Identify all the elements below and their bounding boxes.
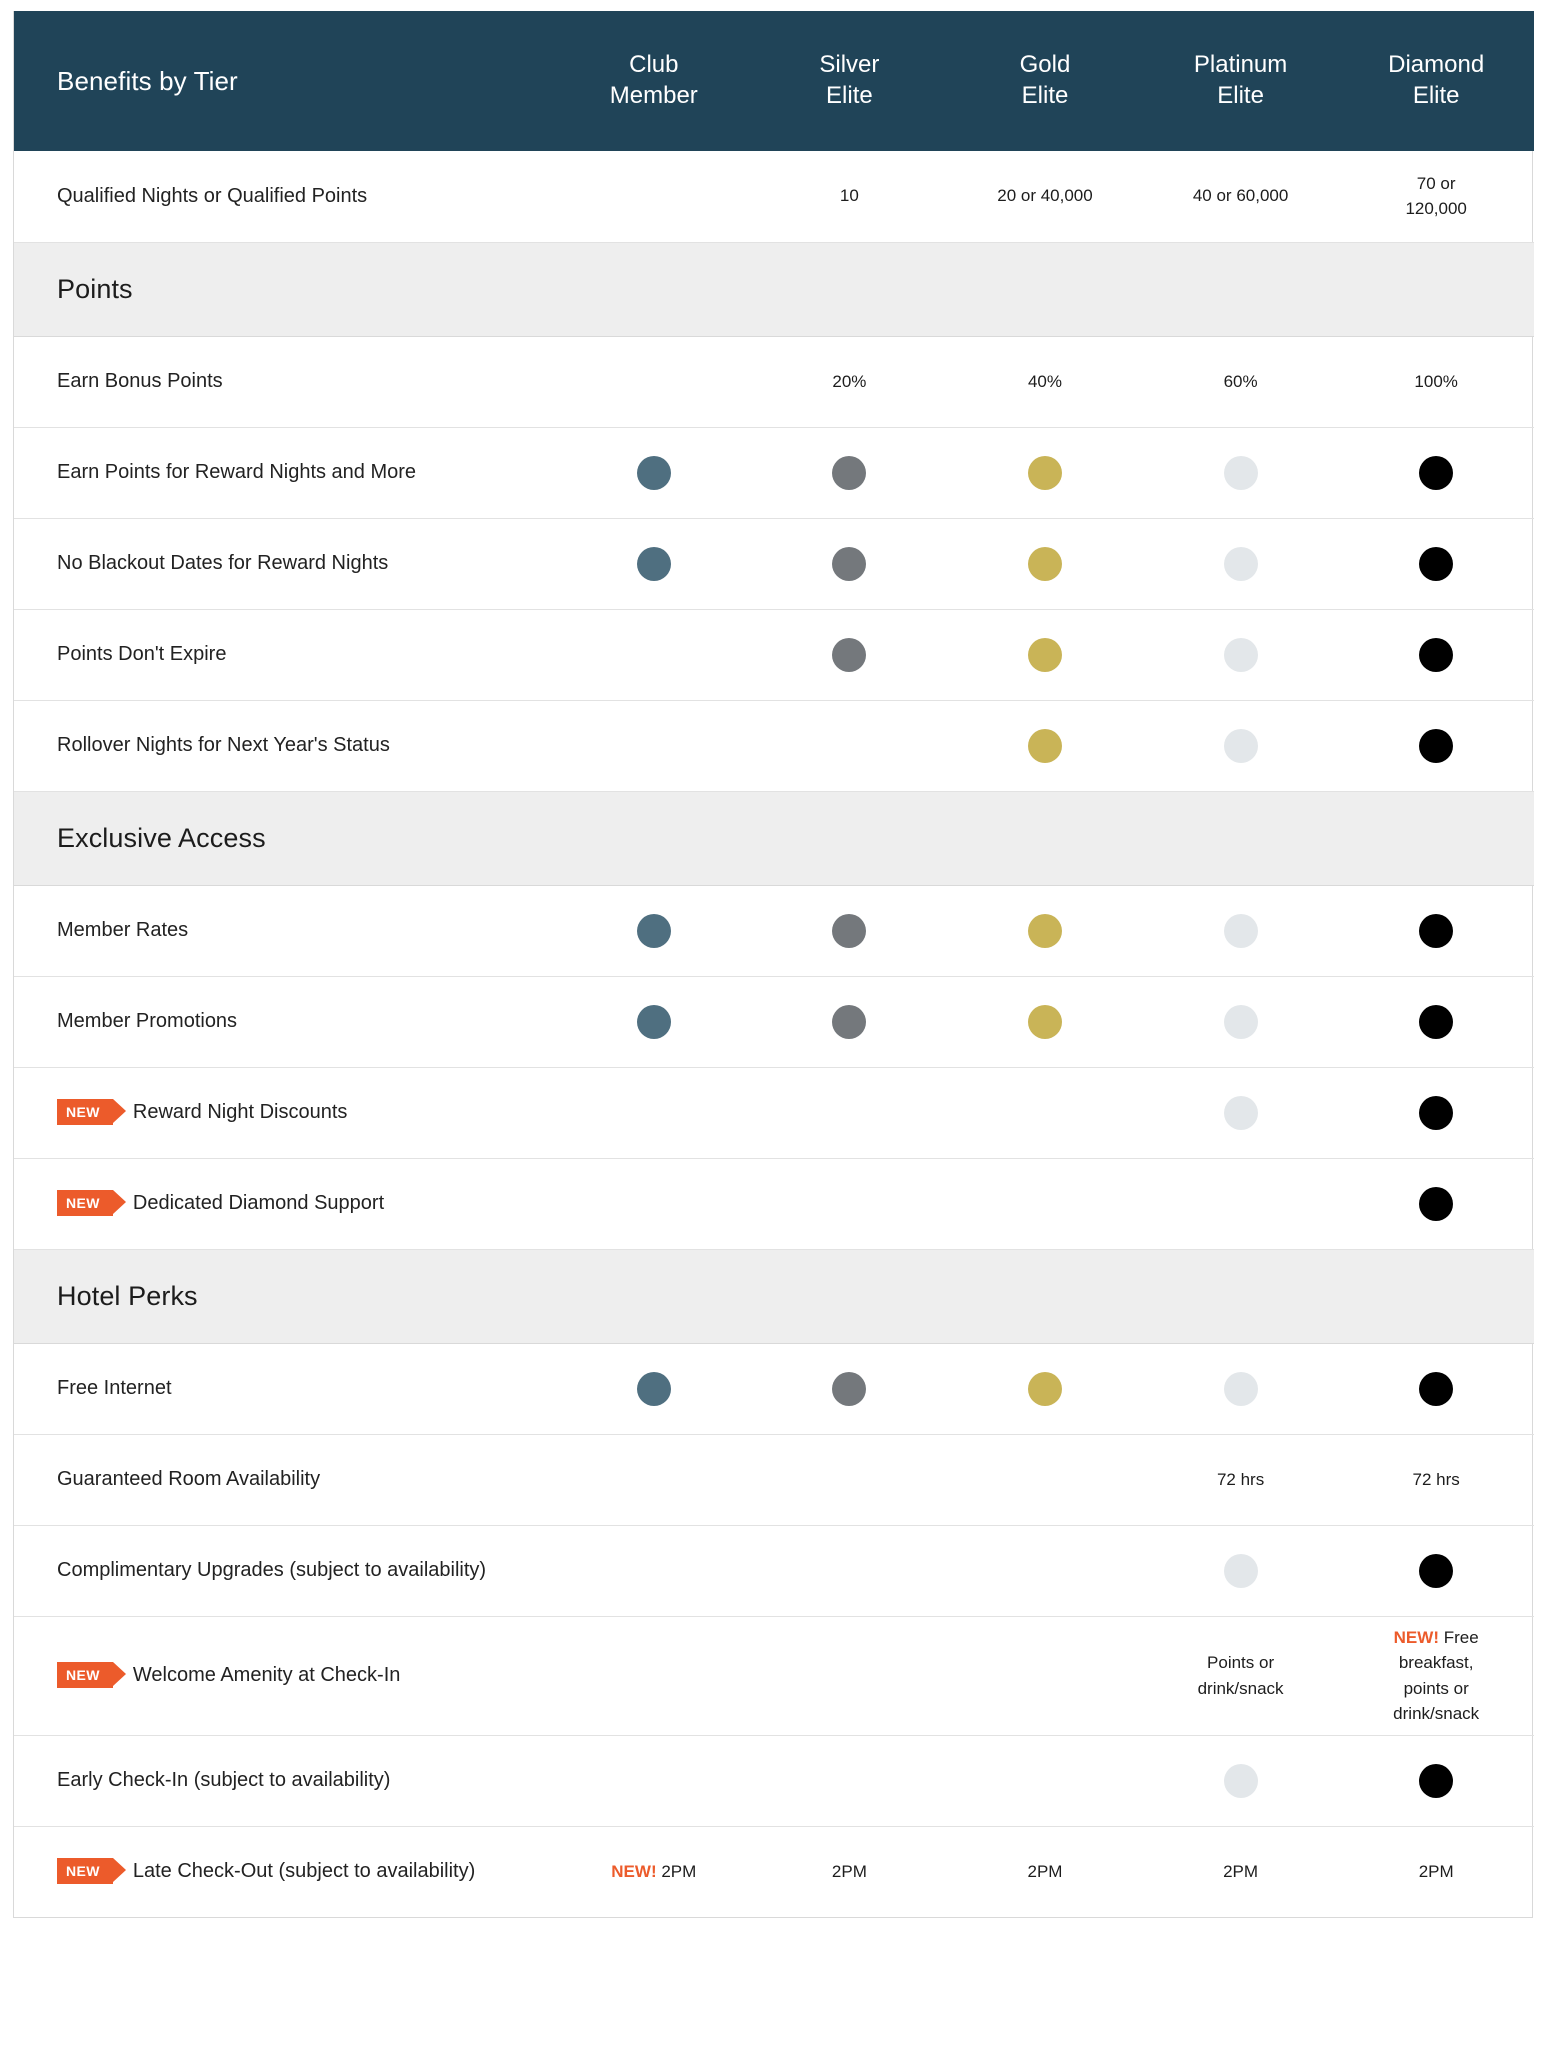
benefit-included-dot-cell <box>1143 518 1339 609</box>
benefit-value-cell <box>556 1826 752 1917</box>
benefit-value-line: NEW! Free <box>1393 1627 1479 1647</box>
benefit-value-line: 72 hrs <box>1412 1469 1460 1489</box>
tier-name-line1: Silver <box>819 51 880 79</box>
benefit-label-cell <box>14 1616 556 1735</box>
benefit-included-dot-cell <box>947 700 1143 791</box>
tier-name-line1: Gold <box>1019 51 1071 79</box>
filled-circle-icon <box>1224 1096 1258 1130</box>
filled-circle-icon <box>1224 456 1258 490</box>
column-header-silver-elite <box>752 11 948 151</box>
benefit-value-text <box>1149 1650 1333 1701</box>
tier-name-line2: Member <box>609 82 698 109</box>
benefit-empty-cell <box>752 1067 948 1158</box>
benefit-label-text: Reward Night Discounts <box>132 1101 348 1124</box>
benefit-value-cell <box>947 1826 1143 1917</box>
benefit-empty-cell <box>947 1525 1143 1616</box>
benefit-label-cell <box>14 336 556 427</box>
filled-circle-icon <box>637 914 671 948</box>
benefit-empty-cell <box>556 1525 752 1616</box>
filled-circle-icon <box>832 1005 866 1039</box>
benefit-included-dot-cell <box>1338 976 1534 1067</box>
new-badge-icon: NEW <box>57 1099 113 1125</box>
filled-circle-icon <box>637 547 671 581</box>
table-head <box>14 11 1534 151</box>
benefit-included-dot-cell <box>1338 885 1534 976</box>
benefit-included-dot-cell <box>1143 976 1339 1067</box>
table-row <box>14 609 1534 700</box>
benefit-included-dot-cell <box>1338 518 1534 609</box>
benefit-included-dot-cell <box>1143 609 1339 700</box>
benefit-value-text <box>1224 372 1258 391</box>
benefit-label-cell <box>14 700 556 791</box>
filled-circle-icon <box>637 456 671 490</box>
benefit-value-line: 120,000 <box>1405 199 1467 219</box>
benefit-value-line: 100% <box>1414 371 1458 391</box>
benefit-included-dot-cell <box>752 518 948 609</box>
section-title: Exclusive Access <box>14 791 1534 885</box>
benefit-label-text: No Blackout Dates for Reward Nights <box>57 552 389 575</box>
filled-circle-icon <box>832 638 866 672</box>
new-inline-label: NEW! <box>611 1861 662 1881</box>
benefit-label-text: Rollover Nights for Next Year's Status <box>57 734 390 757</box>
benefit-value-line: 2PM <box>1418 1861 1454 1881</box>
benefit-empty-cell <box>556 700 752 791</box>
benefit-included-dot-cell <box>752 885 948 976</box>
benefit-value-cell <box>947 336 1143 427</box>
section-header-row <box>14 242 1534 336</box>
benefit-value-line: drink/snack <box>1197 1678 1284 1698</box>
filled-circle-icon <box>1028 456 1062 490</box>
benefit-value-line: 2PM <box>831 1861 867 1881</box>
filled-circle-icon <box>1028 547 1062 581</box>
benefit-value-cell <box>1338 151 1534 242</box>
filled-circle-icon <box>1028 638 1062 672</box>
benefit-included-dot-cell <box>1338 1343 1534 1434</box>
column-header-platinum-elite <box>1143 11 1339 151</box>
benefit-included-dot-cell <box>1338 609 1534 700</box>
benefit-empty-cell <box>947 1434 1143 1525</box>
benefit-included-dot-cell <box>1143 885 1339 976</box>
column-header-club-member <box>556 11 752 151</box>
tier-name-line2: Elite <box>1412 82 1460 109</box>
benefit-value-text <box>832 372 866 391</box>
benefit-empty-cell <box>556 609 752 700</box>
tier-name-line1: Diamond <box>1388 51 1485 79</box>
benefit-empty-cell <box>947 1735 1143 1826</box>
benefit-label-text: Earn Bonus Points <box>57 370 223 393</box>
table-row <box>14 518 1534 609</box>
benefit-value-line: 40% <box>1027 371 1062 391</box>
benefit-value-cell <box>1338 1616 1534 1735</box>
benefit-empty-cell <box>556 1616 752 1735</box>
filled-circle-icon <box>1224 729 1258 763</box>
benefit-included-dot-cell <box>1338 1525 1534 1616</box>
benefit-value-line: 60% <box>1223 371 1258 391</box>
benefit-label-cell <box>14 1735 556 1826</box>
benefit-value-text <box>1344 1625 1528 1727</box>
filled-circle-icon <box>832 914 866 948</box>
benefit-value-text <box>1028 1862 1063 1881</box>
benefit-empty-cell <box>556 336 752 427</box>
benefit-value-line: breakfast, <box>1398 1653 1474 1672</box>
new-badge-icon: NEW <box>57 1662 113 1688</box>
benefit-value-cell <box>1338 1826 1534 1917</box>
table-row <box>14 1525 1534 1616</box>
benefit-included-dot-cell <box>947 1343 1143 1434</box>
column-header-diamond-elite <box>1338 11 1534 151</box>
benefit-value-text <box>1028 372 1062 391</box>
benefit-label-cell <box>14 151 556 242</box>
benefit-value-text <box>997 186 1092 205</box>
benefit-value-cell <box>1143 1616 1339 1735</box>
tier-name-line1: Platinum <box>1193 51 1288 79</box>
benefit-label-text: Earn Points for Reward Nights and More <box>57 461 417 484</box>
filled-circle-icon <box>637 1372 671 1406</box>
benefit-label-cell <box>14 976 556 1067</box>
benefit-included-dot-cell <box>947 976 1143 1067</box>
benefit-label-cell <box>14 1343 556 1434</box>
page-title: Benefits by Tier <box>57 65 238 96</box>
tier-name-line2: Elite <box>1021 82 1069 109</box>
benefit-empty-cell <box>556 1434 752 1525</box>
benefit-value-cell <box>752 1826 948 1917</box>
table-row <box>14 700 1534 791</box>
benefit-value-text <box>1344 171 1528 222</box>
tier-name-line2: Elite <box>1217 82 1264 109</box>
benefit-included-dot-cell <box>1338 1067 1534 1158</box>
benefit-included-dot-cell <box>1143 1343 1339 1434</box>
benefit-included-dot-cell <box>947 609 1143 700</box>
benefit-label-text: Welcome Amenity at Check-In <box>132 1664 401 1687</box>
filled-circle-icon <box>1224 547 1258 581</box>
tier-name-line2: Elite <box>826 82 873 109</box>
table-row <box>14 885 1534 976</box>
filled-circle-icon <box>1419 1096 1453 1130</box>
benefit-label-text: Member Promotions <box>57 1010 238 1033</box>
table-row <box>14 1158 1534 1249</box>
benefit-empty-cell <box>556 1067 752 1158</box>
table-row <box>14 336 1534 427</box>
benefit-value-line: Points or <box>1207 1653 1275 1672</box>
benefit-label-text: Dedicated Diamond Support <box>132 1192 385 1215</box>
filled-circle-icon <box>1224 1554 1258 1588</box>
benefit-included-dot-cell <box>1338 700 1534 791</box>
table-row <box>14 1826 1534 1917</box>
benefit-included-dot-cell <box>1338 427 1534 518</box>
benefit-label-cell <box>14 427 556 518</box>
benefit-value-line: drink/snack <box>1393 1704 1480 1723</box>
benefit-included-dot-cell <box>1143 700 1339 791</box>
filled-circle-icon <box>1028 1372 1062 1406</box>
table-row <box>14 1343 1534 1434</box>
filled-circle-icon <box>1419 1372 1453 1406</box>
filled-circle-icon <box>832 1372 866 1406</box>
table-row <box>14 151 1534 242</box>
benefit-value-cell <box>1143 151 1339 242</box>
benefit-included-dot-cell <box>556 976 752 1067</box>
benefit-value-cell <box>1143 336 1339 427</box>
benefit-value-line: 20 or 40,000 <box>997 186 1093 206</box>
benefit-label-text: Early Check-In (subject to availability) <box>57 1769 391 1792</box>
benefit-empty-cell <box>752 1158 948 1249</box>
benefit-value-line: 72 hrs <box>1216 1469 1265 1489</box>
benefit-value-text <box>611 1862 696 1881</box>
filled-circle-icon <box>1224 1372 1258 1406</box>
benefit-label-cell <box>14 1067 556 1158</box>
benefit-value-line: 20% <box>832 371 867 391</box>
benefit-value-text <box>1217 1470 1264 1489</box>
filled-circle-icon <box>1028 914 1062 948</box>
benefit-label-cell <box>14 1158 556 1249</box>
benefit-label-cell <box>14 609 556 700</box>
filled-circle-icon <box>1419 638 1453 672</box>
benefit-value-line: 10 <box>839 186 859 206</box>
section-title: Points <box>14 242 1534 336</box>
benefit-included-dot-cell <box>947 518 1143 609</box>
benefit-included-dot-cell <box>1338 1158 1534 1249</box>
top-strip <box>0 0 546 11</box>
new-inline-label: NEW! <box>1393 1627 1444 1647</box>
benefit-label-text: Member Rates <box>57 919 189 942</box>
benefit-value-line: 70 or <box>1416 173 1456 193</box>
benefit-value-text <box>832 1862 867 1881</box>
benefit-label-text: Qualified Nights or Qualified Points <box>57 184 368 207</box>
benefit-empty-cell <box>947 1616 1143 1735</box>
benefit-value-line: points or <box>1403 1678 1469 1698</box>
benefit-included-dot-cell <box>947 427 1143 518</box>
benefit-value-line: 2PM <box>1027 1861 1063 1881</box>
table-row <box>14 1735 1534 1826</box>
section-header-row <box>14 1249 1534 1343</box>
filled-circle-icon <box>1419 456 1453 490</box>
benefit-empty-cell <box>947 1158 1143 1249</box>
filled-circle-icon <box>1419 1554 1453 1588</box>
benefit-value-cell <box>1338 336 1534 427</box>
table-row <box>14 427 1534 518</box>
benefit-included-dot-cell <box>752 609 948 700</box>
benefits-table <box>14 11 1534 1917</box>
benefit-value-cell <box>752 151 948 242</box>
filled-circle-icon <box>832 547 866 581</box>
filled-circle-icon <box>1419 914 1453 948</box>
filled-circle-icon <box>1224 914 1258 948</box>
benefit-value-text <box>840 186 859 205</box>
benefit-label-cell <box>14 518 556 609</box>
benefit-value-text <box>1193 186 1288 205</box>
benefit-empty-cell <box>1143 1158 1339 1249</box>
table-body <box>14 151 1534 1917</box>
filled-circle-icon <box>1419 1187 1453 1221</box>
benefit-included-dot-cell <box>1143 1067 1339 1158</box>
benefit-included-dot-cell <box>556 518 752 609</box>
table-row <box>14 1067 1534 1158</box>
benefit-empty-cell <box>947 1067 1143 1158</box>
filled-circle-icon <box>1224 638 1258 672</box>
filled-circle-icon <box>637 1005 671 1039</box>
table-row <box>14 976 1534 1067</box>
benefit-empty-cell <box>752 1525 948 1616</box>
filled-circle-icon <box>1419 547 1453 581</box>
benefit-label-text: Free Internet <box>57 1377 172 1400</box>
tier-name-line1: Club <box>629 51 679 79</box>
new-badge-icon: NEW <box>57 1858 113 1884</box>
benefit-included-dot-cell <box>752 427 948 518</box>
new-badge-icon: NEW <box>57 1190 113 1216</box>
benefit-included-dot-cell <box>556 427 752 518</box>
benefit-included-dot-cell <box>947 885 1143 976</box>
benefit-value-text <box>1414 372 1457 391</box>
benefit-included-dot-cell <box>752 1343 948 1434</box>
benefit-included-dot-cell <box>556 885 752 976</box>
benefit-value-cell <box>1143 1826 1339 1917</box>
filled-circle-icon <box>1028 729 1062 763</box>
benefit-empty-cell <box>752 700 948 791</box>
benefit-label-cell <box>14 1826 556 1917</box>
benefit-empty-cell <box>556 1158 752 1249</box>
filled-circle-icon <box>1224 1764 1258 1798</box>
filled-circle-icon <box>1224 1005 1258 1039</box>
benefit-value-line: 40 or 60,000 <box>1192 186 1289 206</box>
benefit-value-text <box>1419 1862 1454 1881</box>
benefit-value-text <box>1413 1470 1460 1489</box>
benefit-included-dot-cell <box>752 976 948 1067</box>
benefit-label-text: Complimentary Upgrades (subject to availability) <box>57 1559 487 1582</box>
benefit-included-dot-cell <box>1143 427 1339 518</box>
benefit-value-line: NEW! 2PM <box>611 1861 697 1881</box>
benefit-value-cell <box>1338 1434 1534 1525</box>
benefit-value-line: 2PM <box>1223 1861 1259 1881</box>
benefit-included-dot-cell <box>1338 1735 1534 1826</box>
benefit-label-text: Guaranteed Room Availability <box>57 1468 321 1491</box>
benefit-value-cell <box>752 336 948 427</box>
section-header-row <box>14 791 1534 885</box>
benefit-label-cell <box>14 885 556 976</box>
benefit-label-text: Points Don't Expire <box>57 643 227 666</box>
benefit-value-cell <box>947 151 1143 242</box>
benefit-label-cell <box>14 1525 556 1616</box>
benefit-empty-cell <box>752 1616 948 1735</box>
benefit-empty-cell <box>752 1735 948 1826</box>
filled-circle-icon <box>1419 729 1453 763</box>
benefit-value-text <box>1223 1862 1258 1881</box>
section-title: Hotel Perks <box>14 1249 1534 1343</box>
filled-circle-icon <box>1419 1764 1453 1798</box>
filled-circle-icon <box>1028 1005 1062 1039</box>
benefit-value-cell <box>1143 1434 1339 1525</box>
column-header-gold-elite <box>947 11 1143 151</box>
table-row <box>14 1616 1534 1735</box>
benefit-label-text: Late Check-Out (subject to availability) <box>132 1860 476 1883</box>
header-row <box>14 11 1534 151</box>
benefit-empty-cell <box>556 1735 752 1826</box>
benefit-empty-cell <box>752 1434 948 1525</box>
benefit-label-cell <box>14 1434 556 1525</box>
benefit-empty-cell <box>556 151 752 242</box>
filled-circle-icon <box>832 456 866 490</box>
filled-circle-icon <box>1419 1005 1453 1039</box>
benefit-included-dot-cell <box>1143 1735 1339 1826</box>
benefit-included-dot-cell <box>556 1343 752 1434</box>
benefits-table-container <box>13 11 1533 1918</box>
table-row <box>14 1434 1534 1525</box>
benefit-included-dot-cell <box>1143 1525 1339 1616</box>
